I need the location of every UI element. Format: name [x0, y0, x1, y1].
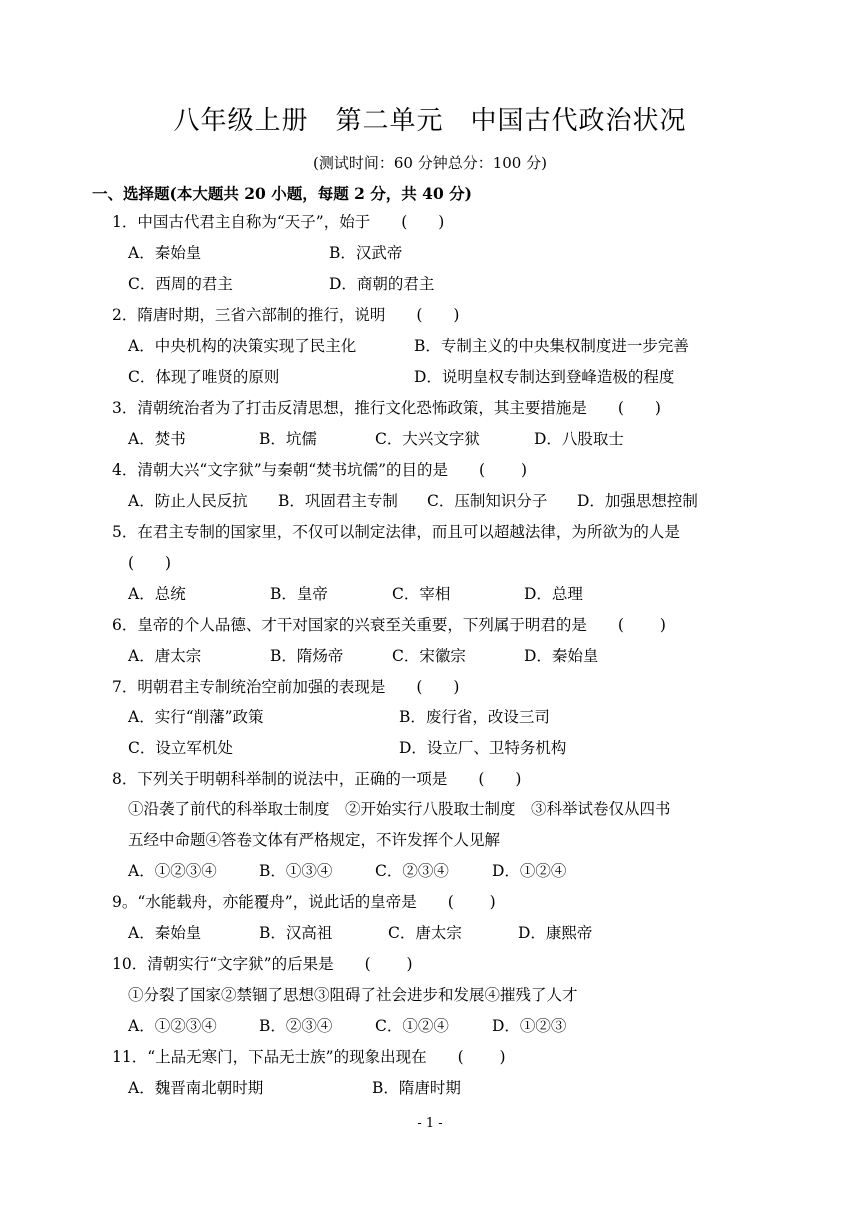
option-d: D．说明皇权专制达到登峰造极的程度	[414, 368, 675, 386]
question-stem: 7．明朝君主专制统治空前加强的表现是 ( )	[112, 678, 460, 696]
option-a: A．①②③④	[128, 862, 217, 880]
question-stem: 1．中国古代君主自称为“天子”，始于 ( )	[112, 213, 445, 231]
option-b: B．汉武帝	[329, 244, 403, 262]
option-a: A．防止人民反抗	[128, 492, 248, 510]
option-a: A．①②③④	[128, 1017, 217, 1035]
question-body: ①分裂了国家②禁锢了思想③阻碍了社会进步和发展④摧残了人才	[128, 986, 578, 1004]
option-b: B．隋唐时期	[372, 1079, 461, 1097]
option-c: C．西周的君主	[128, 275, 233, 293]
option-d: D．康熙帝	[518, 924, 593, 942]
option-c: C．宋徽宗	[392, 647, 466, 665]
page-number: - 1 -	[417, 1116, 443, 1131]
question-stem: 10．清朝实行“文字狱”的后果是 ( )	[112, 955, 413, 973]
option-c: C．体现了唯贤的原则	[128, 368, 280, 386]
option-a: A．总统	[128, 585, 186, 603]
option-c: C．①②④	[375, 1017, 449, 1035]
option-b: B．专制主义的中央集权制度进一步完善	[414, 337, 689, 355]
option-b: B．废行省，改设三司	[399, 708, 550, 726]
section-heading: 一、选择题(本大题共 20 小题，每题 2 分，共 40 分)	[92, 184, 472, 203]
option-d: D．设立厂、卫特务机构	[399, 739, 567, 757]
option-b: B．皇帝	[270, 585, 328, 603]
option-d: D．加强思想控制	[577, 492, 698, 510]
question-stem: 3．清朝统治者为了打击反清思想，推行文化恐怖政策，其主要措施是 ( )	[112, 399, 661, 417]
option-b: B．坑儒	[259, 430, 317, 448]
option-a: A．秦始皇	[128, 244, 202, 262]
option-d: D．①②③	[492, 1017, 567, 1035]
option-b: B．②③④	[259, 1017, 333, 1035]
option-d: D．八股取士	[534, 430, 624, 448]
option-d: D．总理	[524, 585, 583, 603]
question-stem: 4．清朝大兴“文字狱”与秦朝“焚书坑儒”的目的是 ( )	[112, 461, 528, 479]
question-body: 五经中命题④答卷文体有严格规定，不许发挥个人见解	[128, 831, 501, 849]
option-d: D．①②④	[492, 862, 567, 880]
question-body: ①沿袭了前代的科举取士制度 ②开始实行八股取士制度 ③科举试卷仅从四书	[128, 800, 671, 818]
option-d: D．秦始皇	[524, 647, 599, 665]
question-stem: 2．隋唐时期，三省六部制的推行，说明 ( )	[112, 306, 460, 324]
question-stem-continued: ( )	[128, 554, 172, 572]
option-d: D．商朝的君主	[329, 275, 435, 293]
option-a: A．中央机构的决策实现了民主化	[128, 337, 357, 355]
option-c: C．②③④	[375, 862, 449, 880]
question-stem: 9。“水能载舟，亦能覆舟”，说此话的皇帝是 ( )	[112, 893, 496, 911]
question-stem: 11．“上品无寒门，下品无士族”的现象出现在 ( )	[112, 1048, 506, 1066]
option-a: A．唐太宗	[128, 647, 202, 665]
option-c: C．设立军机处	[128, 739, 233, 757]
question-stem: 6．皇帝的个人品德、才干对国家的兴衰至关重要，下列属于明君的是 ( )	[112, 616, 666, 634]
page-title: 八年级上册 第二单元 中国古代政治状况	[173, 106, 687, 136]
option-c: C．大兴文字狱	[375, 430, 480, 448]
option-b: B．汉高祖	[259, 924, 333, 942]
page-subtitle: (测试时间：60 分钟总分：100 分)	[313, 154, 547, 172]
question-stem: 8．下列关于明朝科举制的说法中，正确的一项是 ( )	[112, 770, 522, 788]
question-stem: 5．在君主专制的国家里，不仅可以制定法律，而且可以超越法律，为所欲为的人是	[112, 523, 680, 541]
option-a: A．焚书	[128, 430, 186, 448]
option-a: A．秦始皇	[128, 924, 202, 942]
option-b: B．巩固君主专制	[278, 492, 398, 510]
option-b: B．隋炀帝	[270, 647, 344, 665]
option-a: A．魏晋南北朝时期	[128, 1079, 264, 1097]
option-b: B．①③④	[259, 862, 333, 880]
option-c: C．宰相	[392, 585, 451, 603]
option-c: C．压制知识分子	[427, 492, 548, 510]
option-a: A．实行“削藩”政策	[128, 708, 264, 726]
option-c: C．唐太宗	[388, 924, 462, 942]
